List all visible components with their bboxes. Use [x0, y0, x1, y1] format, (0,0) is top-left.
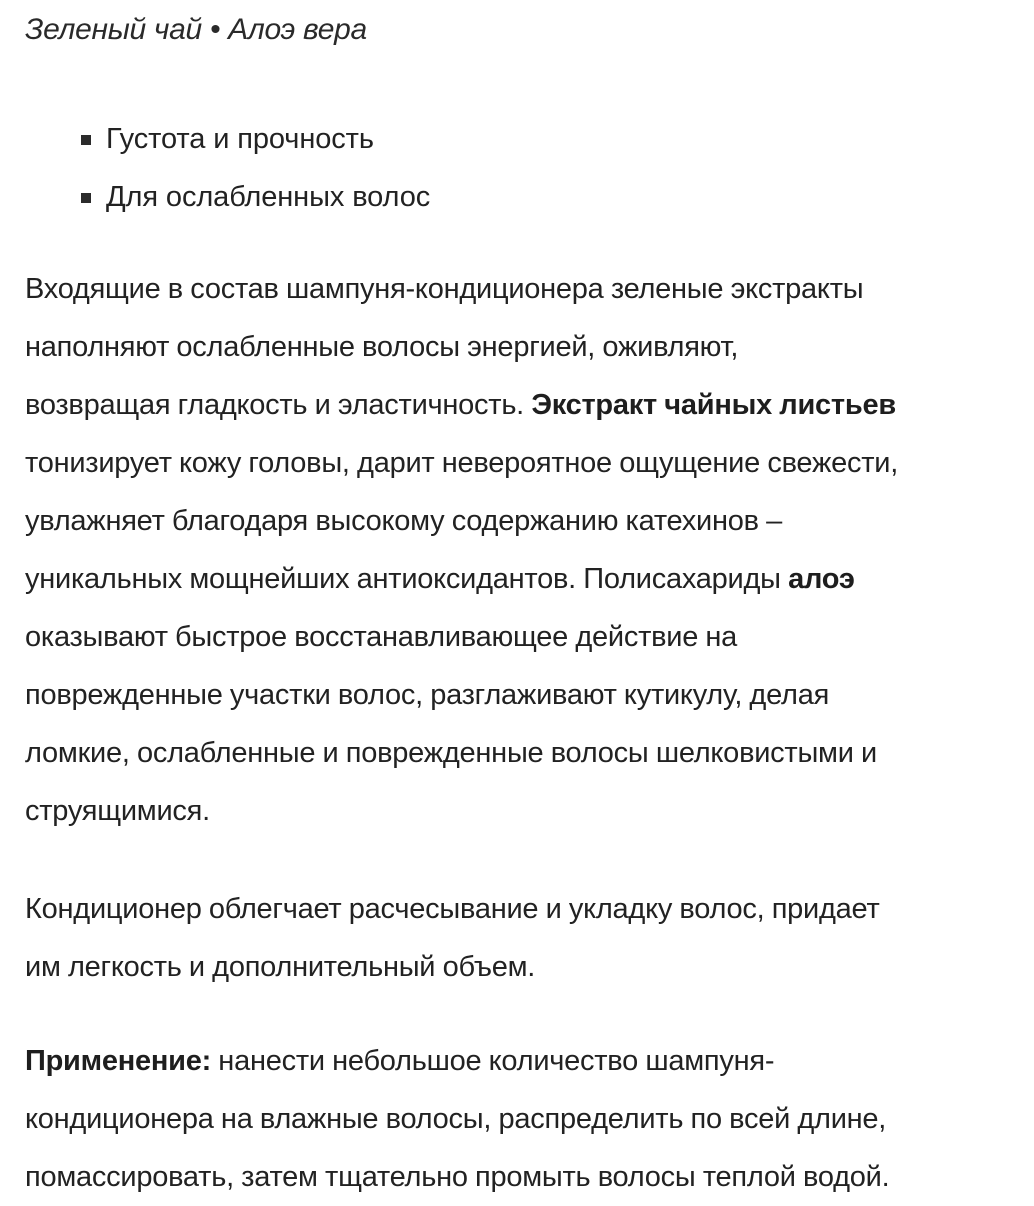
- text-line: Входящие в состав шампуня-кондиционера зеленые экстракты: [25, 273, 864, 305]
- bullet-icon: [81, 135, 91, 145]
- text-line: помассировать, затем тщательно промыть волосы теплой водой.: [25, 1161, 890, 1193]
- text-line: тонизирует кожу головы, дарит невероятное ощущение свежести,: [25, 447, 899, 479]
- text-line: ломкие, ослабленные и поврежденные волосы шелковистыми и: [25, 737, 877, 769]
- text-line: [25, 550, 1034, 608]
- bold-term-aloe: алоэ: [788, 563, 855, 595]
- text-run: уникальных мощнейших антиоксидантов. Полисахариды: [25, 563, 789, 595]
- text-line: оказывают быстрое восстанавливающее действие на: [25, 621, 738, 653]
- text-line: [25, 376, 1034, 434]
- description-paragraph: [25, 260, 1034, 840]
- bold-term-tea-extract: Экстракт чайных листьев: [531, 389, 896, 421]
- conditioner-paragraph: [25, 880, 1034, 996]
- text-line: увлажняет благодаря высокому содержанию катехинов –: [25, 505, 782, 537]
- feature-item: [25, 168, 430, 226]
- usage-paragraph: [25, 1032, 1034, 1206]
- text-line: кондиционера на влажные волосы, распределить по всей длине,: [25, 1103, 887, 1135]
- text-line: струящимися.: [25, 795, 210, 827]
- text-run: возвращая гладкость и эластичность.: [25, 389, 532, 421]
- bullet-icon: [81, 193, 91, 203]
- text-line: поврежденные участки волос, разглаживают кутикулу, делая: [25, 679, 830, 711]
- text-line: им легкость и дополнительный объем.: [25, 951, 536, 983]
- feature-list: [25, 110, 430, 226]
- text-run: нанести небольшое количество шампуня-: [211, 1045, 775, 1077]
- feature-item: [25, 110, 430, 168]
- feature-text: Для ослабленных волос: [106, 181, 431, 213]
- text-line: наполняют ослабленные волосы энергией, оживляют,: [25, 331, 739, 363]
- usage-label: Применение:: [25, 1045, 211, 1077]
- text-line: [25, 1032, 1034, 1090]
- text-line: Кондиционер облегчает расчесывание и укладку волос, придает: [25, 893, 880, 925]
- product-subtitle: Зеленый чай • Алоэ вера: [25, 13, 367, 46]
- feature-text: Густота и прочность: [106, 123, 374, 155]
